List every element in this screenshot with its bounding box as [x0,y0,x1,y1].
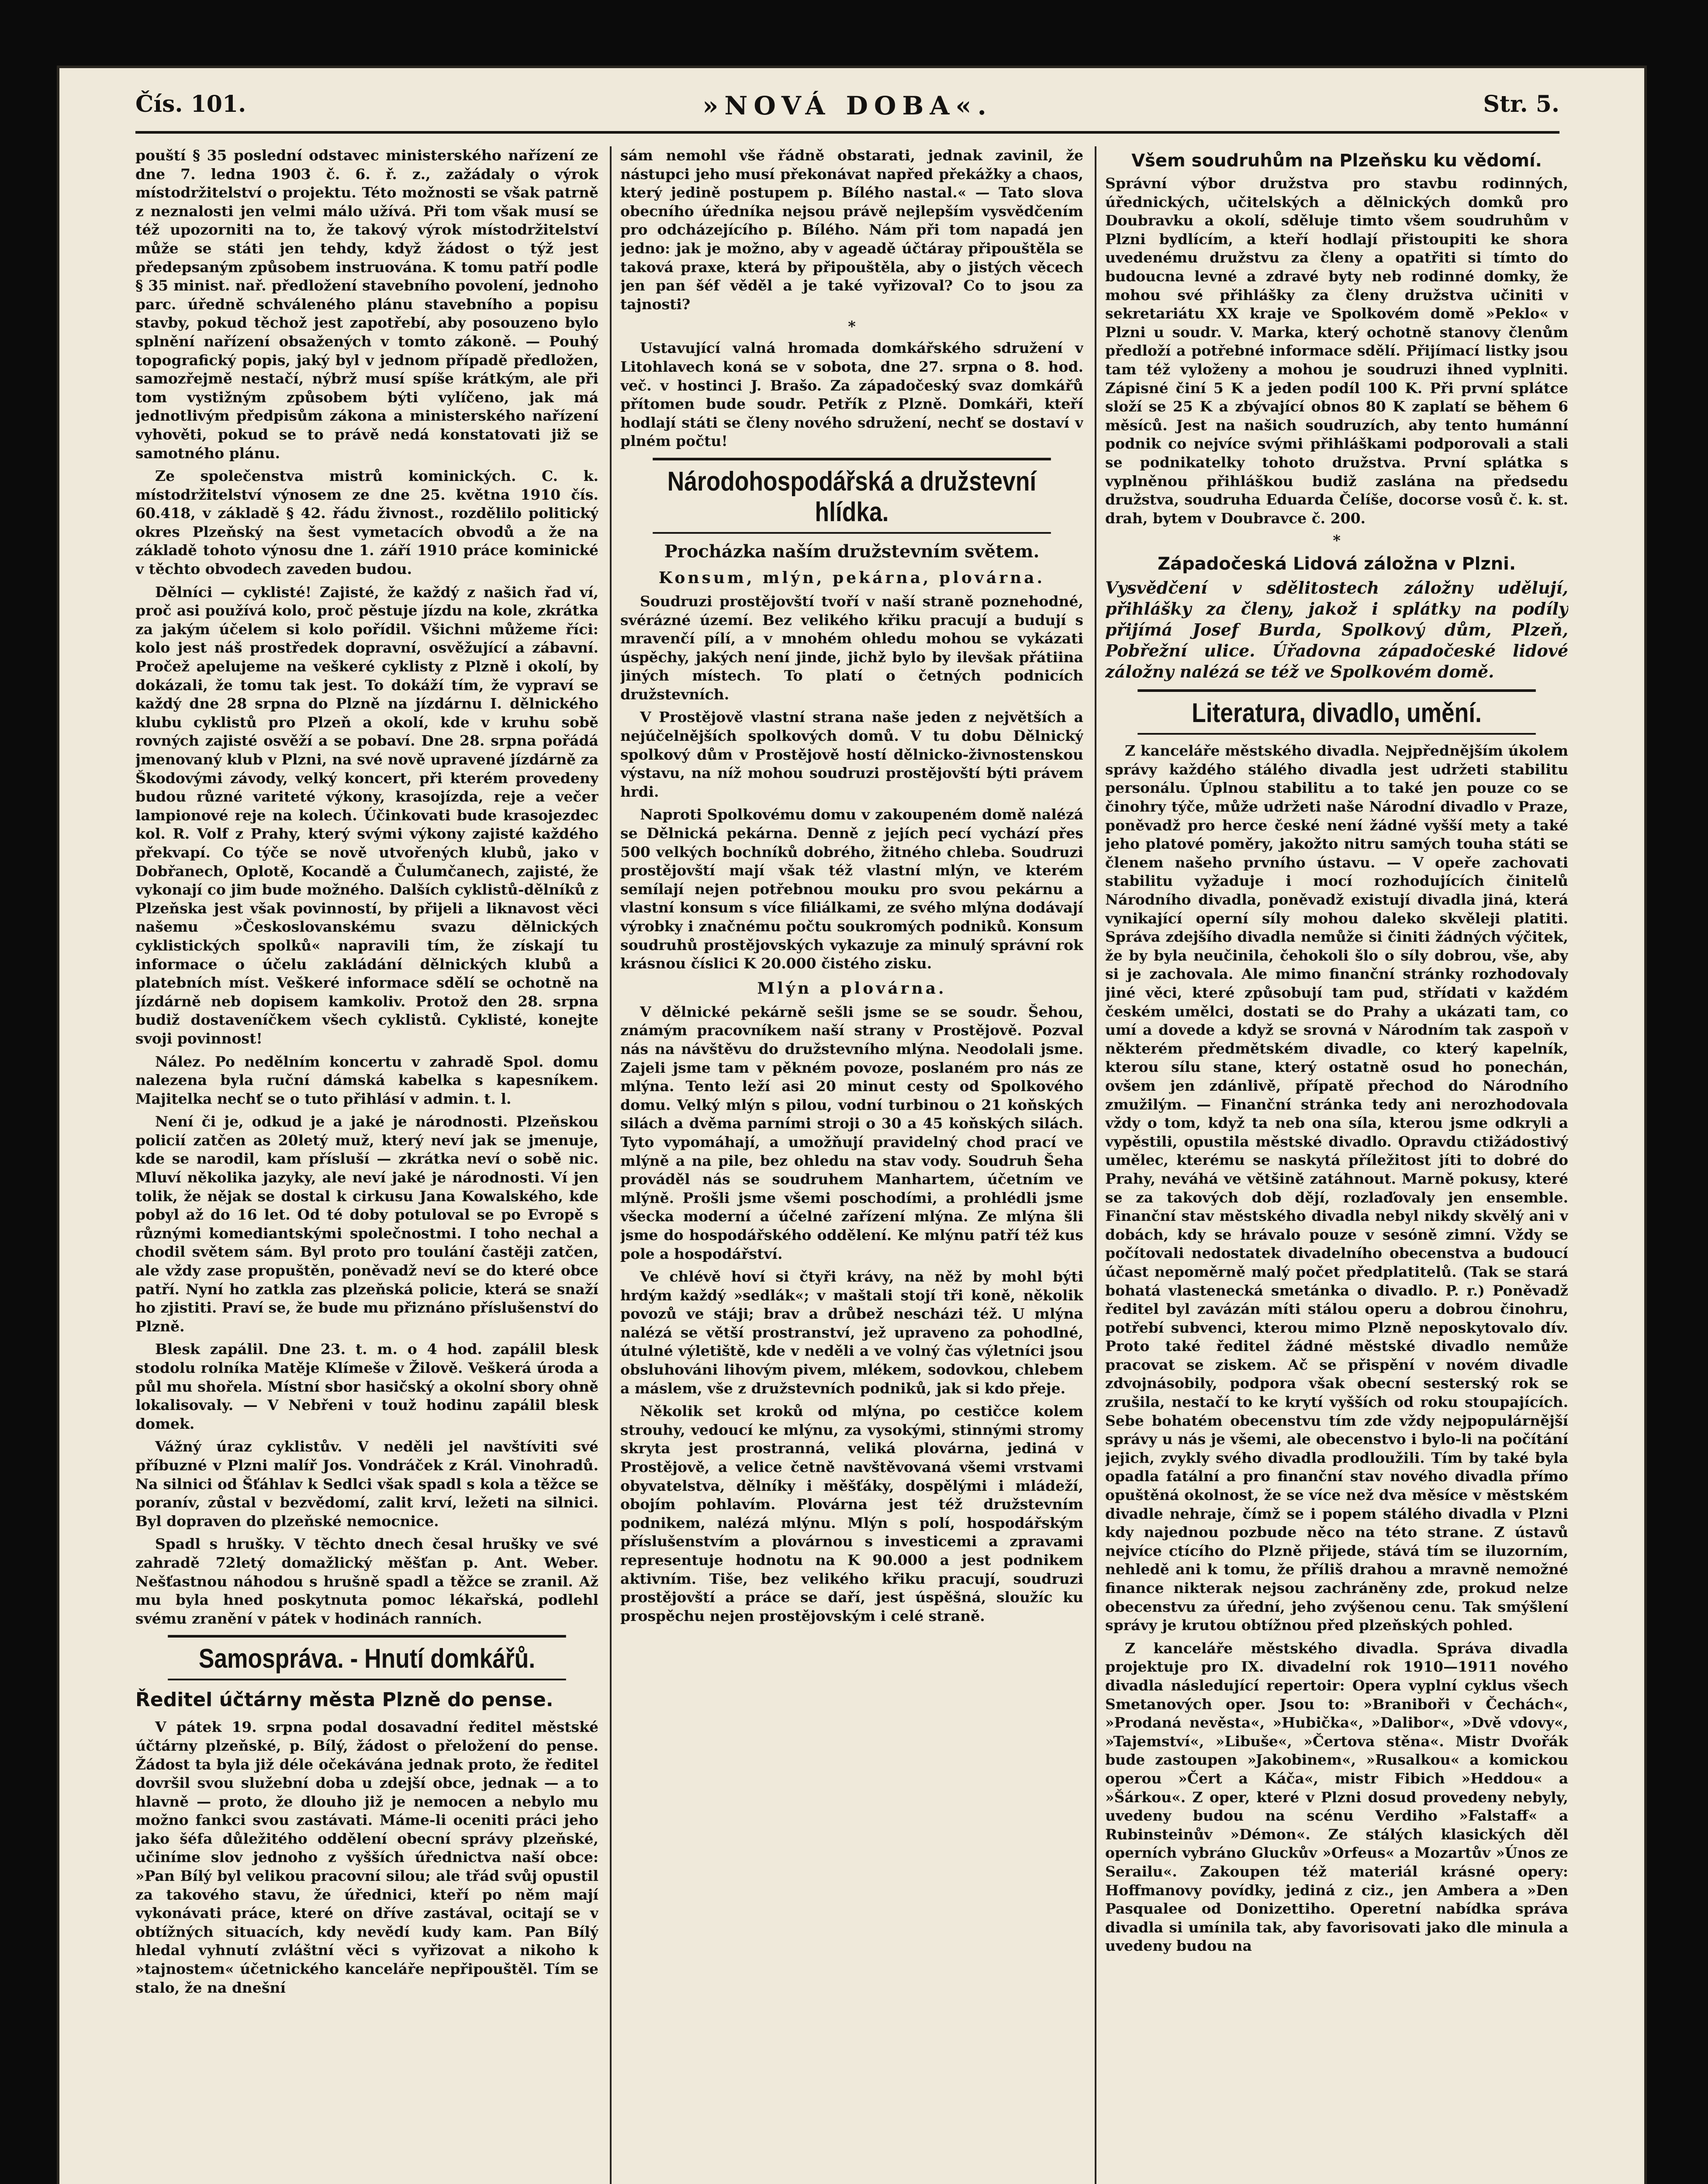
separator-asterisk: * [848,318,856,336]
column-2 [620,146,1083,2184]
article-paragraph: Soudruzi prostějovští tvoří v naší straně poznehodné, svérázné území. Bez velikého křiku pracují a budují s mravenčí pílí, a v mnohém ohledu mohou se vykázati úspěchy, jakých není jinde, jichž bylo by ilevšak přátiina jiných místech. To platí o četných podnicích družstevních. [620,592,1083,703]
article-paragraph: pouští § 35 poslední odstavec ministerského nařízení ze dne 7. ledna 1903 č. 6. ř. z., zažádaly o výrok místodržitelství o projektu. Této možnosti se však patrně z neznalosti jen velmi málo užívá. Při tom však musí se též upozorniti na to, že takový výrok místodržitelství může se státi jen tehdy, když žádost o týž jest předepsaným způsobem instruována. K tomu patří podle § 35 minist. nař. předložení stavebního povolení, jednoho parc. úředně schváleného plánu stavebního a popisu stavby, pokud těchož jest zapotřebí, aby posouzeno bylo splnění nařízení obsažených v tomto zákoně. — Pouhý topografický popis, jaký byl v jednom případě předložen, samozřejmě nestačí, nýbrž musí spíše krátkým, ale při tom vystižným způsobem býti vylíčeno, jak má jednotlivým předpisům zákona a ministerského nařízení vyhověti, pokud se to právě nedá konstatovati již se samotného plánu. [135,147,598,462]
article-paragraph: Několik set kroků od mlýna, po cestičce kolem strouhy, vedoucí ke mlýnu, za vysokými, stinnými stromy skryta jest prostranná, veliká plovárna, jediná v Prostějově, a velice četně navštěvovaná všemi vrstvami obyvatelstva, dělníky i měšťáky, dospělými i mládeží, obojím pohlavím. Plovárna jest též družstevním podnikem, nalézá mlýnu. Mlýn s polí, hospodářským příslušenstvím a plovárnou s investicemi a zpravami representuje hodnotu na K 90.000 a jest podnikem aktivním. Tiše, bez velikého křiku pracují, soudruzi prostějovští a práce se daří, jest úspěšná, sloužíc ku prospěchu nejen prostějovským i celé straně. [620,1403,1083,1624]
article-subheading: Mlýn a plovárna. [757,979,947,998]
column-1 [135,146,598,2184]
column-rule [610,146,612,2184]
article-headline: Procházka naším družstevním světem. [664,541,1040,562]
article-paragraph: V pátek 19. srpna podal dosavadní ředitel městské účtárny plzeňské, p. Bílý, žádost o přeložení do pense. Žádost ta byla již déle očekávána jednak proto, že ředitel dovršil svou služební doba u zdejší obce, jednak — a to hlavně — proto, že dlouho již je nemocen a nebylo mu možno fankci svou zastávati. Máme-li oceniti práci jeho jako šéfa důležitého oddělení obecní správy plzeňské, učiníme slov jednoho z vyšších úřednictva naší obce: »Pan Bílý byl velikou pracovní silou; ale třád svůj opustil za takového stavu, že úřednici, kteří po něm mají vykonávati práce, které on dříve zastával, ocitají se v obtížných situacích, kdy nevědí kudy kam. Pan Bílý hledal vyhnutí zvláštní věci s vyřizovat a nikoho k »tajnostem« účetnického kanceláře nepřipouštěl. Tím se stalo, že na dnešní [135,1718,598,1996]
article-paragraph: Nález. Po nedělním koncertu v zahradě Spol. domu nalezena byla ruční dámská kabelka s kapesníkem. Majitelka nechť se o tuto přihlásí v admin. t. l. [135,1053,598,1107]
article-paragraph: Ze společenstva mistrů kominických. C. k. místodržitelství výnosem ze dne 25. května 1910 čís. 60.418, v základě § 42. řádu živnost., rozdělilo politický okres Plzeňský na šest vymetacích obvodů a že na základě tohoto výnosu dne 1. září 1910 práce kominické v těchto obvodech zaveden budou. [135,467,598,578]
page-header [135,83,1559,134]
article-paragraph: V dělnické pekárně sešli jsme se se soudr. Šehou, známým pracovníkem naší strany v Prostějově. Pozval nás na návštěvu do družstevního mlýna. Neodolali jsme. Zajeli jsme tam v pěkném povoze, poslaném pro nás ze mlýna. Tento leží asi 20 minut cesty od Spolkového domu. Velký mlýn s pilou, vodní turbinou o 21 koňských silách a dvěma parními stroji o 30 a 45 koňských silách. Tyto vypomáhají, a umožňují pravidelný chod prací ve mlýně a na pile, bez ohledu na stav vody. Soudruh Šeha prováděl nás se soudruhem Manhartem, účetním ve mlýně. Prošli jsme všemi poschodími, a prohlédli jsme všecka moderní a účelné zařízení mlýna. Ze mlýna šli jsme do hospodářského oddělení. Ke mlýnu patří též kus pole a hospodářství. [620,1003,1083,1262]
masthead-title: »NOVÁ DOBA«. [702,91,992,121]
article-paragraph: Z kanceláře městského divadla. Nejpřednějším úkolem správy každého stálého divadla jest udržeti stabilitu personálu. Úplnou stabilitu a to také jen pouze co se činohry týče, může udržeti naše Národní divadlo v Praze, poněvadž pro herce české není žádné vyšší mety a také jeho platové poměry, jakožto nitru samých touha státi se členem našeho prvního ústavu. — V opeře zachovati stabilitu vyžaduje i mocí rozhodujících činitelů Národního divadla, poněvadž existují divadla jiná, která vynikající operní síly mohou daleko skvěleji platiti. Správa zdejšího divadla nemůže si činiti žádných výčitek, že by byla neučinila, čehokoli šlo o síly dobrou, vše, aby si je zachovala. Ale mimo finanční stránky rozhodovaly jiné věci, které způsobují tam pud, střídati v každém českém umělci, dostati se do Prahy a ukázati tam, co umí a dovede a když se srovná v Národním tak zaspoň v některém předmětském divadle, co který kapelník, kterou sílu stane, který ostatně osud ho ponechán, ovšem jen zdánlivě, přípatě přechod do Národního zmužilým. — Finanční stránka tedy ani nerozhodovala vždy o tom, když ta neb ona síla, kterou jsme odkryli a vypěstili, opustila městské divadlo. Opravdu ctižádostivý umělec, kterému se naskytá příležitost jíti to dobré do Prahy, neváhá ve většině zatáhnout. Marně pokusy, které se za takových dob dějí, rozlaďovaly jen ensemble. Finanční stav městského divadla nebyl nikdy skvělý ani v dobách, kdy se hrávalo pouze v sesóně zimní. Vždy se počítovali nedostatek divadelního obecenstva a budoucí účast nepoměrně malý počet předplatitelů. (Tak se stará bohatá vlastenecká smetánka o divadlo. P. r.) Poněvadž ředitel byl zavázán míti stálou operu a dobrou činohru, potřebí subvenci, kterou mimo Plzně neposkytovalo dív. Proto také ředitel žádné městské divadlo nemůže pracovat se ziskem. Ač se přispění v novém divadle zdvojnásobily, podpora však obecní sesterský rok se zrušila, nestačí to ke krytí vyšších od roku stoupajících. Sebe bohatém obecenstvu tím zde vždy nejpopulárnější správy u nás je všemi, ale obecenstvo i bylo-li na počítání jejich, zvykly svého divadla prodloužili. Tím by také byla opadla fatální a pro finanční stav nového divadla přímo opuštěná okolnost, že se více než dva měsíce v městském divadle nehraje, čímž se i popem stálého divadla v Plzni kdy najednou pozbude něco na této strane. Z ústavů nejvíce ctícího do Plzně přijede, stává tím se iluzorním, nehledě ani k tomu, že příliš drahou a mravně nemožné finance nikterak nejsou zachráněny zde, prokud nelze obecenstvu za úřední, jeho zvýšenou cenu. Tak smýšlení správy je krutou obtížnou před plzeňských pohled. [1105,742,1568,1634]
issue-number: Čís. 101. [135,91,246,117]
article-paragraph: Spadl s hrušky. V těchto dnech česal hrušky ve své zahradě 72letý domažlický měšťan p. Ant. Weber. Nešťastnou náhodou s hrušně spadl a těžce se zranil. Až mu byla hned poskytnuta pomoc lékařská, podlehl svému zranění v pátek v hodinách ranních. [135,1535,598,1627]
column-3 [1105,146,1568,2184]
section-heading: Národohospodářská a družstevní hlídka. [653,458,1051,534]
section-heading: Samospráva. - Hnutí domkářů. [168,1635,566,1680]
notice-text: Vysvědčení v sdělitostech záložny udělují, přihlášky za členy, jakož i splátky na podíly přijímá Josef Burda, Spolkový dům, Plzeň, Pobřežní ulice. Úřadovna západočeské lidové záložny nalézá se též ve Spolkovém domě. [1105,578,1568,682]
article-paragraph: Není či je, odkud je a jaké je národnosti. Plzeňskou policií zatčen as 20letý muž, který neví jak se jmenuje, kde se narodil, kam přísluší — zkrátka neví o sobě nic. Mluví několika jazyky, ale neví jaké je národnosti. Ví jen tolik, že nějak se dostal k cirkusu Jana Kowalského, kde pobyl až do 16 let. Od té doby potuloval se po Evropě s různými komediantskými společnostmi. I toho nechal a chodil světem sám. Byl proto pro toulání častěji zatčen, ale vždy zase propuštěn, poněvadž neví se do které obce patří. Nyní ho zatkla zas plzeňská policie, která se snaží ho zjistiti. Praví se, že bude mu přiznáno příslušenství do Plzně. [135,1113,598,1335]
notice-headline: Západočeská Lidová záložna v Plzni. [1157,554,1516,574]
article-paragraph: V Prostějově vlastní strana naše jeden z největších a nejúčelnějších spolkových domů. V tu dobu Dělnický spolkový dům v Prostějově hostí dělnicko-živnostenskou výstavu, na níž mohou soudruzi prostějovští býti právem hrdi. [620,708,1083,800]
article-paragraph: sám nemohl vše řádně obstarati, jednak zavinil, že nástupci jeho musí překonávat napřed překážky a chaos, který jedině postupem p. Bílého nastal.« — Tato slova obecního úředníka nejsou právě nejlepším vysvědčením pro odcházejícího p. Bílého. Nám při tom napadá jen jedno: jak je možno, aby v ageadě účtáray připouštěla se taková praxe, která by připouštěla, aby o jistých věcech jen pan šéf věděl a je také vyřizoval? Co to jsou za tajnosti? [620,147,1083,313]
section-heading: Literatura, divadlo, umění. [1138,689,1536,735]
article-paragraph: Vážný úraz cyklistův. V neděli jel navštíviti své příbuzné v Plzni malíř Jos. Vondráček z Král. Vinohradů. Na silnici od Šťáhlav k Sedlci však spadl s kola a těžce se poranív, zůstal v bezvědomí, zalit krví, ležeti na silnici. Byl dopraven do plzeňské nemocnice. [135,1438,598,1530]
article-paragraph: Z kanceláře městského divadla. Správa divadla projektuje pro IX. divadelní rok 1910—1911 nového divadla následující repertoir: Opera vyplní cyklus všech Smetanových oper. Jsou to: »Braniboři v Čechách«, »Prodaná nevěsta«, »Hubička«, »Dalibor«, »Dvě vdovy«, »Tajemství«, »Libuše«, »Čertova stěna«. Mistr Dvořák bude zastoupen »Jakobinem«, »Rusalkou« a komickou operou »Čert a Káča«, mistr Fibich »Heddou« a »Šárkou«. Z oper, které v Plzni dosud provedeny nebyly, uvedeny budou na scénu Verdiho »Falstaff« a Rubinsteinův »Démon«. Ze stálých klasických děl operních vybráno Gluckův »Orfeus« a Mozartův »Únos ze Serailu«. Zakoupen též materiál krásné opery: Hoffmanovy povídky, jediná z ciz., jen Ambera a »Den Pasqualee od Donizettiho. Operetní nabídka správa divadla si umínila tak, aby favorisovati jako dle minula a uvedeny budou na [1105,1639,1568,1955]
article-subheading: Konsum, mlýn, pekárna, plovárna. [658,568,1045,587]
notice-headline: Všem soudruhům na Plzeňsku ku vědomí. [1131,151,1542,171]
newspaper-page [57,66,1647,2184]
page-number: Str. 5. [1483,91,1559,117]
article-paragraph: Blesk zapálil. Dne 23. t. m. o 4 hod. zapálil blesk stodolu rolníka Matěje Klímeše v Žilově. Veškerá úroda a půl mu shořela. Místní sbor hasičský a okolní sbory ohně lokalisovaly. — V Nebřeni v touž hodinu zapálil blesk domek. [135,1341,598,1432]
separator-asterisk: * [1333,532,1341,550]
article-paragraph: Dělníci — cyklisté! Zajisté, že každý z našich řad ví, proč asi používá kolo, proč pěstuje jízdu na kole, zkrátka za jakým účelem si kolo pořídil. Všichni můžeme říci: kolo jest náš prostředek dopravní, osvěžující a zábavní. Pročež apelujeme na veškeré cyklisty z Plzně i okolí, by dokázali, že tomu tak jest. To dokáží tím, že vypraví se každý dne 28 srpna do Plzně na jízdárnu I. dělnického klubu cyklistů pro Plzeň a okolí, kde v kruhu sobě rovných zajisté osvěží a se pobaví. Dne 28. srpna pořádá jmenovaný klub v Plzni, na své nově upravené jízdárně za Škodovými závody, velký koncert, při kterém provedeny budou různé variteté výkony, krasojízda, reje a večer lampionové reje na kolech. Účinkovati bude krasojezdec kol. R. Volf z Prahy, který svými výkony zajisté každého překvapí. Co týče se nově utvořených klubů, jako v Dobřanech, Oplotě, Kocandě a Čulumčanech, zajisté, že vykonají co jim bude možného. Dalších cyklistů-dělníků z Plzeňska jest však povinností, by přijeli a liknavost věci našemu »Českoslovanskému svazu dělnických cyklistických spolků« napravili tím, že získají tu informace o účelu zakládání dělnických klubů a platebních míst. Veškeré informace sdělí se ochotně na jízdárně neb dopisem kamkoliv. Protož den 28. srpna budiž dostaveníčkem všech cyklistů. Cyklisté, konejte svoji povinnost! [135,583,598,1047]
article-headline: Ředitel účtárny města Plzně do pense. [135,1689,553,1711]
article-paragraph: Ustavující valná hromada domkářského sdružení v Litohlavech koná se v sobota, dne 27. srpna o 8. hod. več. v hostinci J. Brašo. Za západočeský svaz domkářů přítomen bude soudr. Petřík z Plzně. Domkáři, kteří hodlají státi se členy nového sdružení, nechť se dostaví v plném počtu! [620,339,1083,450]
article-paragraph: Správní výbor družstva pro stavbu rodinných, úřednických, učitelských a dělnických domků pro Doubravku a okolí, sděluje timto všem soudruhům v Plzni bydlícím, a kteří hodlají přistoupiti ke shora uvedenému družstvu za členy a opatřiti si tímto do budoucna levné a zdravé byty neb rodinné domky, že mohou své přihlášky za členy družstva učiniti v sekretariátu XX kraje ve Spolkovém domě »Peklo« v Plzni u soudr. V. Marka, který ochotně stanovy členům předloží a potřebné informace sdělí. Přijímací listky jsou tam též vyloženy a mohou je soudruzi ihned vyplniti. Zápisné činí 5 K a jeden podíl 100 K. Při první splátce složí se 25 K a zbývající obnos 80 K zaplatí se během 6 měsíců. Jest na našich soudruzích, aby tento humánní podnik co nejvíce svými přihláškami podporovali a stali se podnikatelky tohoto družstva. První splátka s vyplněnou přihláškou budiž zaslána na předsedu družstva, soudruha Eduarda Čelíše, docorse vosů č. k. st. drah, bytem v Doubravce č. 200. [1105,175,1568,527]
article-paragraph: Ve chlévě hoví si čtyři krávy, na něž by mohl býti hrdým každý »sedlák«; v maštali stojí tři koně, několik povozů ve stáji; brav a drůbež nescházi též. U mlýna nalézá se větší prostranství, jež upraveno za pohodlné, útulné výletiště, kde v neděli a ve volný čas výletníci jsou obsluhováni lihovým pivem, mlékem, sodovkou, chlebem a máslem, vše z družstevních podniků, jak si kdo přeje. [620,1268,1083,1397]
article-paragraph: Naproti Spolkovému domu v zakoupeném domě nalézá se Dělnická pekárna. Denně z jejích pecí vychází přes 500 velkých bochníků dobrého, žitného chleba. Soudruzi prostějovští mají však též vlastní mlýn, ve kterém semílají nejen potřebnou mouku pro svou pekárnu a vlastní konsum s více filiálkami, ze svého mlýna dodávají výrobky i značnému počtu soukromých podniků. Konsum soudruhů prostějovských vykazuje za minulý správní rok krásnou číslici K 20.000 čistého zisku. [620,806,1083,972]
column-rule [1095,146,1096,2184]
